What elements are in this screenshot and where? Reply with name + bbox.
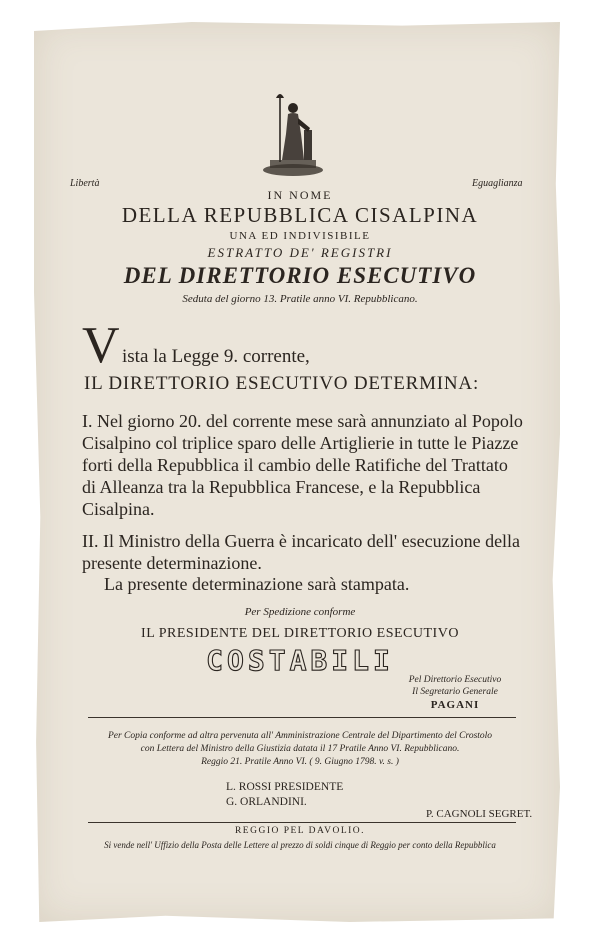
stampata-line: La presente determinazione sarà stampata. bbox=[104, 574, 410, 594]
heading-una-indivisibile: UNA ED INDIVISIBILE bbox=[229, 230, 371, 242]
heading-repubblica: DELLA REPUBBLICA CISALPINA bbox=[121, 203, 479, 227]
article-2: II. Il Ministro della Guerra è incaricato dell' esecuzione della presente determinazione. bbox=[82, 531, 521, 573]
costabili-signature: COSTABILI bbox=[206, 644, 394, 677]
drop-cap: V bbox=[82, 317, 120, 374]
pel-direttorio: Pel Direttorio Esecutivo bbox=[408, 675, 502, 685]
orlandini-signature: G. ORLANDINI. bbox=[226, 796, 307, 808]
pagani-signature: PAGANI bbox=[430, 699, 480, 711]
presidente-title: IL PRESIDENTE DEL DIRETTORIO ESECUTIVO bbox=[141, 626, 459, 641]
segretario-generale: Il Segretario Generale bbox=[412, 687, 498, 697]
cagnoli-signature: P. CAGNOLI SEGRET. bbox=[426, 808, 533, 820]
motto-eguaglianza: Eguaglianza bbox=[472, 178, 523, 189]
copia-conforme-block bbox=[0, 730, 600, 769]
determina-line: IL DIRETTORIO ESECUTIVO DETERMINA: bbox=[84, 373, 480, 394]
heading-seduta: Seduta del giorno 13. Pratile anno VI. Repubblicano. bbox=[182, 293, 418, 305]
officials-block bbox=[226, 780, 343, 810]
divider-rule bbox=[88, 822, 516, 823]
article-1: I. Nel giorno 20. del corrente mese sarà annunziato al Popolo Cisalpino col triplice sparo delle Artiglierie in tutte le Piazze forti della Repubblica il cambio delle Ratifiche del Trattato di Alleanza tra la Repubblica Francese, e la Repubblica Cisalpina. bbox=[82, 411, 523, 519]
divider-rule bbox=[88, 717, 516, 718]
pel-direttorio-block bbox=[380, 674, 530, 698]
printer-line: REGGIO PEL DAVOLIO. bbox=[234, 826, 366, 836]
rossi-signature: L. ROSSI PRESIDENTE bbox=[226, 781, 344, 793]
copia-line-3: Reggio 21. Pratile Anno VI. ( 9. Giugno 1798. v. s. ) bbox=[201, 757, 399, 767]
copia-line-1: Per Copia conforme ad altra pervenuta all' Amministrazione Centrale del Dipartimento del Crostolo bbox=[107, 731, 493, 741]
liberty-figure-emblem-icon bbox=[258, 86, 328, 178]
heading-in-nome: IN NOME bbox=[267, 188, 333, 202]
per-spedizione: Per Spedizione conforme bbox=[244, 606, 356, 618]
motto-liberta: Libertà bbox=[70, 178, 100, 189]
vista-line: ista la Legge 9. corrente, bbox=[122, 346, 310, 367]
heading-direttorio: DEL DIRETTORIO ESECUTIVO bbox=[123, 263, 477, 288]
copia-line-2: con Lettera del Ministro della Giustizia datata il 17 Pratile Anno VI. Repubblicano. bbox=[140, 744, 460, 754]
heading-estratto: ESTRATTO DE' REGISTRI bbox=[207, 245, 393, 260]
sale-notice: Si vende nell' Uffizio della Posta delle Lettere al prezzo di soldi cinque di Reggio per conto della Repubblica bbox=[104, 840, 496, 850]
